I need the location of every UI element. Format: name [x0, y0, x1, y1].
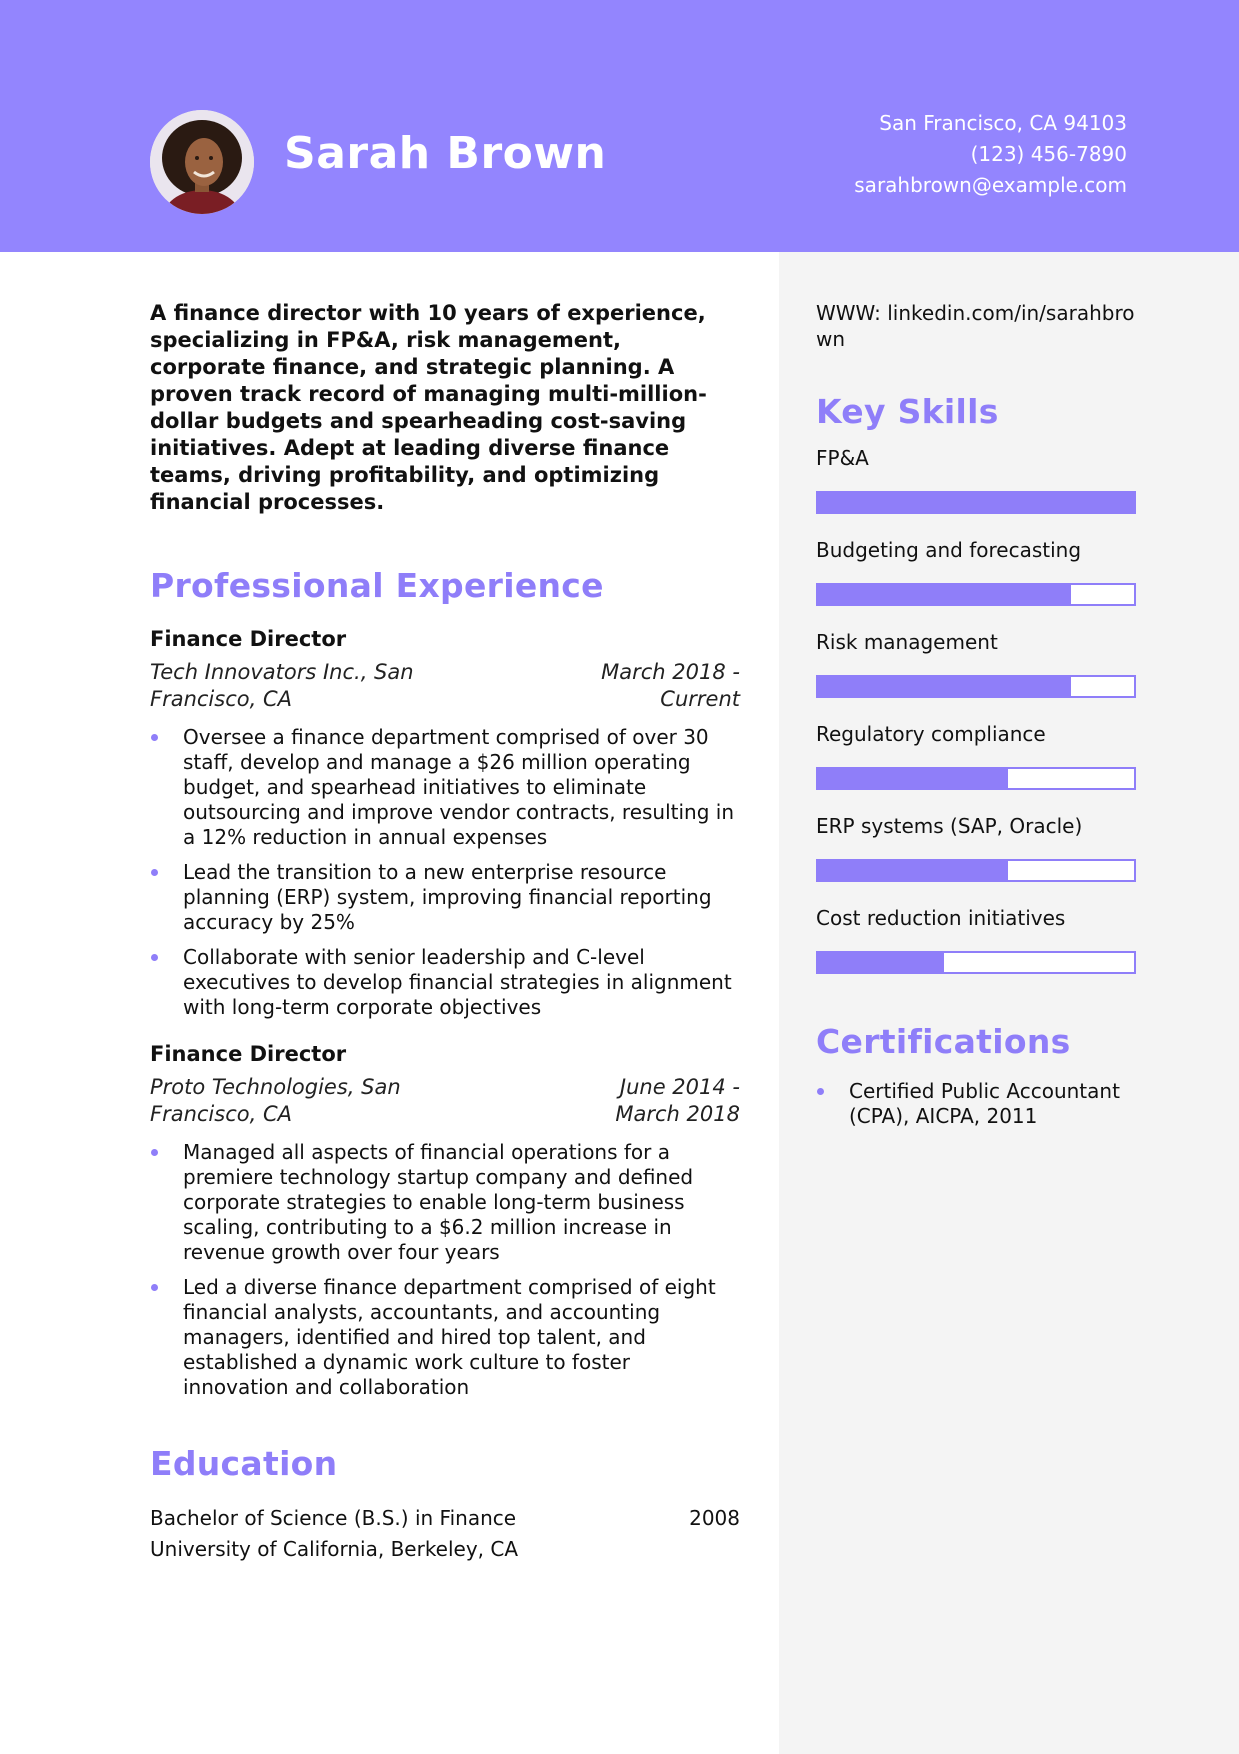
skill-item — [816, 445, 1136, 514]
skill-level-bar — [816, 767, 1136, 790]
skill-level-fill — [818, 585, 1071, 604]
skill-item — [816, 905, 1136, 974]
skill-item — [816, 813, 1136, 882]
job-meta — [150, 1074, 740, 1128]
skill-level-fill — [818, 769, 1008, 788]
skill-level-fill — [818, 861, 1008, 880]
experience-heading: Professional Experience — [150, 566, 604, 605]
bullet-text: Led a diverse finance department comprised of eight financial analysts, accountants, and accounting managers, identified and hired top talent, and established a dynamic work culture to foster innovation and collaboration — [183, 1275, 716, 1399]
list-item — [150, 945, 740, 1020]
contact-address: San Francisco, CA 94103 — [879, 111, 1127, 135]
list-item — [150, 860, 740, 935]
bullet-icon — [151, 869, 158, 876]
main-column — [150, 300, 740, 1565]
sidebar-content — [816, 300, 1136, 1129]
skill-name: Risk management — [816, 630, 998, 654]
contact-email[interactable]: sarahbrown@example.com — [854, 173, 1127, 197]
education-degree: Bachelor of Science (B.S.) in Finance — [150, 1506, 517, 1530]
list-item — [150, 725, 740, 850]
bullet-icon — [151, 1284, 158, 1291]
skill-item — [816, 629, 1136, 698]
bullet-icon — [151, 734, 158, 741]
education-year: 2008 — [689, 1506, 740, 1530]
bullet-text: Managed all aspects of financial operations for a premiere technology startup company and defined corporate strategies to enable long-term business scaling, contributing to a $6.2 million increase in revenue growth over four years — [183, 1140, 694, 1264]
skill-level-bar — [816, 859, 1136, 882]
website-link[interactable]: WWW: linkedin.com/in/sarahbrown — [816, 301, 1135, 351]
bullet-text: Collaborate with senior leadership and C-level executives to develop financial strategies in alignment with long-term corporate objectives — [183, 945, 732, 1019]
list-item — [816, 1079, 1136, 1129]
skill-name: FP&A — [816, 446, 869, 470]
job-dates: March 2018 - Current — [601, 660, 740, 711]
skill-level-bar — [816, 491, 1136, 514]
education-row — [150, 1503, 740, 1534]
profile-photo-illustration — [150, 110, 254, 214]
skills-heading: Key Skills — [816, 392, 999, 431]
certifications-list — [816, 1079, 1136, 1129]
skill-name: ERP systems (SAP, Oracle) — [816, 814, 1083, 838]
bullet-icon — [817, 1088, 824, 1095]
education-school: University of California, Berkeley, CA — [150, 1537, 519, 1561]
certification-text: Certified Public Accountant (CPA), AICPA, 2011 — [849, 1079, 1120, 1128]
job-meta — [150, 659, 740, 713]
job-dates: June 2014 - March 2018 — [615, 1075, 740, 1126]
skill-level-fill — [818, 677, 1071, 696]
bullet-icon — [151, 954, 158, 961]
skill-name: Regulatory compliance — [816, 722, 1046, 746]
profile-summary: A finance director with 10 years of experience, specializing in FP&A, risk management, corporate finance, and strategic planning. A proven track record of managing multi-million-dollar budgets and spearheading cost-saving initiatives. Adept at leading diverse finance teams, driving profitability, and optimizing financial processes. — [150, 301, 707, 514]
job-bullets — [150, 725, 740, 1020]
skill-name: Budgeting and forecasting — [816, 538, 1082, 562]
profile-photo — [150, 110, 254, 214]
contact-info — [854, 108, 1127, 201]
education-heading: Education — [150, 1444, 338, 1483]
bullet-text: Oversee a finance department comprised of over 30 staff, develop and manage a $26 million operating budget, and spearhead initiatives to eliminate outsourcing and improve vendor contracts, resulting in a 12% reduction in annual expenses — [183, 725, 735, 849]
header-banner — [0, 0, 1239, 252]
job-company: Proto Technologies, San Francisco, CA — [150, 1075, 401, 1126]
candidate-name: Sarah Brown — [284, 128, 607, 179]
skill-level-fill — [818, 493, 1134, 512]
skills-list — [816, 445, 1136, 974]
skill-name: Cost reduction initiatives — [816, 906, 1066, 930]
list-item — [150, 1140, 740, 1265]
skill-level-bar — [816, 675, 1136, 698]
bullet-icon — [151, 1149, 158, 1156]
job-title: Finance Director — [150, 1042, 347, 1066]
skill-item — [816, 721, 1136, 790]
skill-level-bar — [816, 951, 1136, 974]
skill-item — [816, 537, 1136, 606]
job-entry — [150, 627, 740, 1020]
job-bullets — [150, 1140, 740, 1400]
contact-phone: (123) 456-7890 — [970, 142, 1127, 166]
certifications-heading: Certifications — [816, 1022, 1071, 1061]
job-title: Finance Director — [150, 627, 347, 651]
job-company: Tech Innovators Inc., San Francisco, CA — [150, 660, 414, 711]
list-item — [150, 1275, 740, 1400]
skill-level-fill — [818, 953, 944, 972]
job-entry — [150, 1042, 740, 1400]
bullet-text: Lead the transition to a new enterprise resource planning (ERP) system, improving financial reporting accuracy by 25% — [183, 860, 712, 934]
education-entry — [150, 1503, 740, 1565]
skill-level-bar — [816, 583, 1136, 606]
